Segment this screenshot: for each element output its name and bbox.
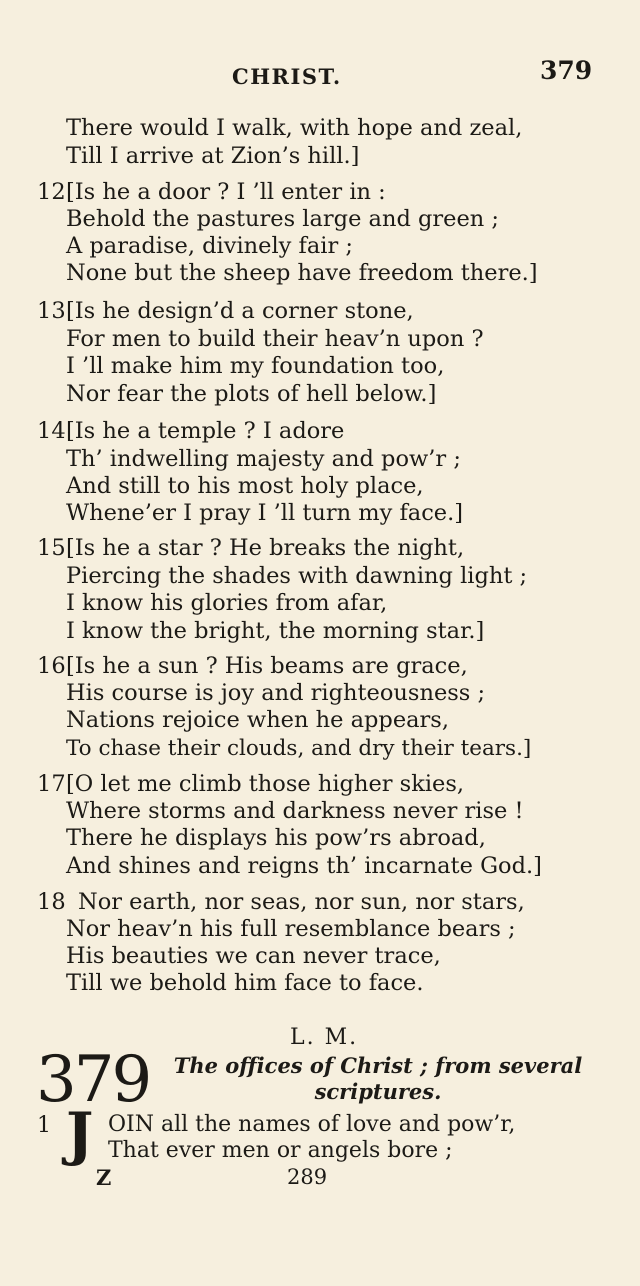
hymn-title [158,1053,598,1105]
verse-line: There would I walk, with hope and zeal, [66,115,523,141]
verse-line: Where storms and darkness never rise ! [66,798,524,824]
verse-line: Nations rejoice when he appears, [66,707,450,733]
verse-line: I know his glories from afar, [66,590,388,616]
verse-line: And still to his most holy place, [66,473,424,499]
verse-line: Nor heav’n his full resemblance bears ; [66,916,516,942]
stanza-number: 12 [37,179,66,205]
hymn-meter: L. M. [290,1025,359,1050]
stanza-number: 17 [37,771,66,797]
verse-line: Behold the pastures large and green ; [66,206,500,232]
verse-line: Till we behold him face to face. [66,970,424,996]
drop-cap: J [66,1100,94,1168]
verse-line: Till I arrive at Zion’s hill.] [66,143,360,169]
running-title: CHRIST. [232,64,342,89]
hymn-title-line: scriptures. [314,1079,442,1104]
verse-line: Nor fear the plots of hell below.] [66,381,437,407]
verse-line: [Is he design’d a corner stone, [66,298,414,324]
verse-line: For men to build their heav’n upon ? [66,326,484,352]
verse-line: I ’ll make him my foundation too, [66,353,445,379]
stanza-number: 16 [37,653,66,679]
verse-line: There he displays his pow’rs abroad, [66,825,486,851]
verse-line: I know the bright, the morning star.] [66,618,485,644]
signature-mark: Z [96,1165,112,1190]
hymn-number: 379 [36,1043,150,1117]
verse-line: [Is he a door ? I ’ll enter in : [66,179,386,205]
stanza-number: 18 [37,889,66,915]
verse-line: His beauties we can never trace, [66,943,441,969]
verse-line: [O let me climb those higher skies, [66,771,465,797]
verse-line: [Is he a star ? He breaks the night, [66,535,465,561]
verse-line: Th’ indwelling majesty and pow’r ; [66,446,461,472]
verse-line: A paradise, divinely fair ; [66,233,353,259]
stanza-number: 14 [37,418,66,444]
verse-line: Nor earth, nor seas, nor sun, nor stars, [78,889,525,915]
verse-line: [Is he a sun ? His beams are grace, [66,653,468,679]
verse-line: [Is he a temple ? I adore [66,418,345,444]
verse-line: His course is joy and righteousness ; [66,680,486,706]
folio-number: 289 [287,1165,328,1189]
verse-line: None but the sheep have freedom there.] [66,260,538,286]
hymn-line: That ever men or angels bore ; [108,1138,453,1163]
verse-line: To chase their clouds, and dry their tears.] [66,736,532,761]
verse-line: Piercing the shades with dawning light ; [66,563,528,589]
verse-line: And shines and reigns th’ incarnate God.] [66,853,542,879]
verse-number: 1 [37,1113,51,1138]
page-number: 379 [540,56,593,85]
stanza-number: 15 [37,535,66,561]
hymn-title-line: The offices of Christ ; from several [173,1053,583,1078]
verse-line: Whene’er I pray I ’ll turn my face.] [66,500,464,526]
hymn-line: OIN all the names of love and pow’r, [108,1112,516,1137]
stanza-number: 13 [37,298,66,324]
